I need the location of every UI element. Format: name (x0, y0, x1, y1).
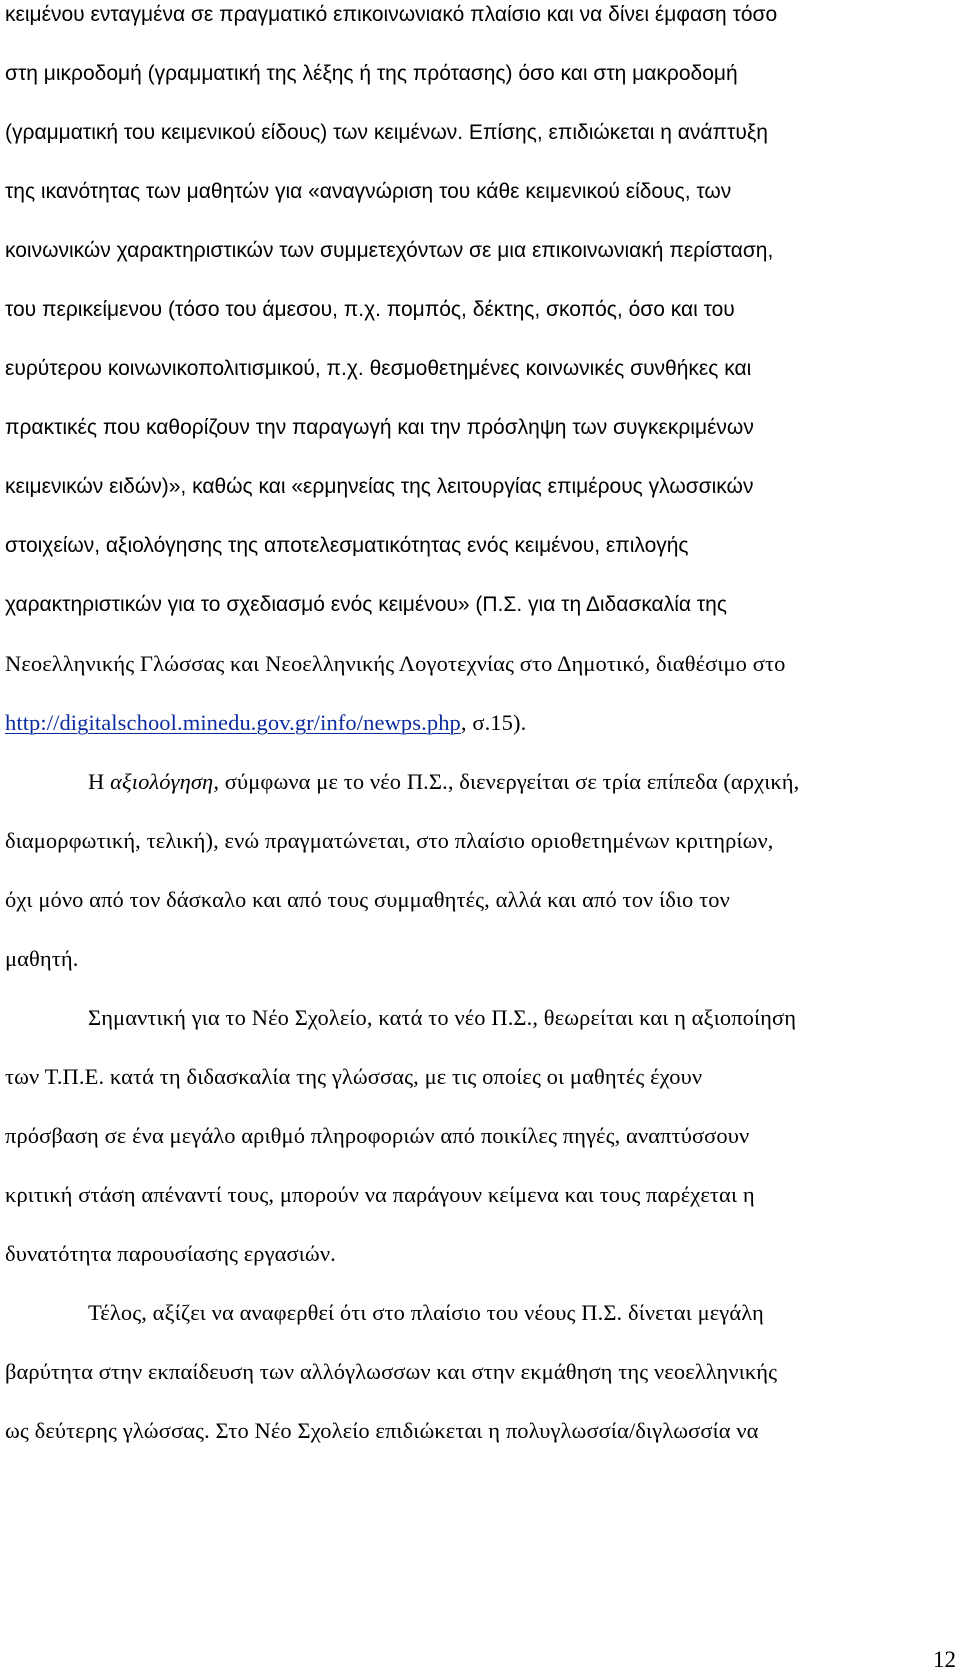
text-line: μαθητή. (5, 946, 79, 971)
text-line: όχι μόνο από τον δάσκαλο και από τους συμμαθητές, αλλά και από τον ίδιο τον (5, 887, 730, 912)
text-line: της ικανότητας των μαθητών για «αναγνώριση του κάθε κειμενικού είδους, των (5, 180, 732, 203)
text-line: κειμενικών ειδών)», καθώς και «ερμηνείας της λειτουργίας επιμέρους γλωσσικών (5, 475, 754, 498)
text-fragment: , σύμφωνα με το νέο Π.Σ., διενεργείται σε τρία επίπεδα (αρχική, (213, 769, 800, 794)
source-link[interactable]: http://digitalschool.minedu.gov.gr/info/newps.php (5, 710, 461, 735)
emphasized-term: αξιολόγηση (110, 769, 214, 794)
paragraph-first-line: Σημαντική για το Νέο Σχολείο, κατά το νέο Π.Σ., θεωρείται και η αξιοποίηση (88, 1005, 797, 1030)
text-line: στοιχείων, αξιολόγησης της αποτελεσματικότητας ενός κειμένου, επιλογής (5, 534, 689, 557)
text-line: χαρακτηριστικών για το σχεδιασμό ενός κειμένου» (Π.Σ. για τη Διδασκαλία της (5, 593, 727, 616)
citation-suffix: , σ.15). (460, 710, 527, 735)
text-line: βαρύτητα στην εκπαίδευση των αλλόγλωσσων και στην εκμάθηση της νεοελληνικής (5, 1359, 778, 1384)
text-line: (γραμματική του κειμενικού είδους) των κειμένων. Επίσης, επιδιώκεται η ανάπτυξη (5, 121, 768, 144)
text-line: του περικείμενου (τόσο του άμεσου, π.χ. πομπός, δέκτης, σκοπός, όσο και του (5, 298, 735, 321)
text-line: δυνατότητα παρουσίασης εργασιών. (5, 1241, 336, 1266)
text-line: Νεοελληνικής Γλώσσας και Νεοελληνικής Λογοτεχνίας στο Δημοτικό, διαθέσιμο στο (5, 651, 786, 676)
text-fragment: Η (88, 769, 111, 794)
page-number: 12 (933, 1647, 956, 1672)
text-line: των Τ.Π.Ε. κατά τη διδασκαλία της γλώσσας, με τις οποίες οι μαθητές έχουν (5, 1064, 703, 1089)
text-line: ευρύτερου κοινωνικοπολιτισμικού, π.χ. θεσμοθετημένες κοινωνικές συνθήκες και (5, 357, 752, 380)
text-line: πρόσβαση σε ένα μεγάλο αριθμό πληροφοριών από ποικίλες πηγές, αναπτύσσουν (5, 1123, 750, 1148)
text-line: κειμένου ενταγμένα σε πραγματικό επικοινωνιακό πλαίσιο και να δίνει έμφαση τόσο (5, 3, 778, 26)
source-citation-line (5, 708, 526, 738)
text-line: κοινωνικών χαρακτηριστικών των συμμετεχόντων σε μια επικοινωνιακή περίσταση, (5, 239, 774, 262)
paragraph-first-line (88, 767, 799, 797)
text-line: πρακτικές που καθορίζουν την παραγωγή και την πρόσληψη των συγκεκριμένων (5, 416, 754, 439)
paragraph-first-line: Τέλος, αξίζει να αναφερθεί ότι στο πλαίσιο του νέους Π.Σ. δίνεται μεγάλη (88, 1300, 764, 1325)
text-line: στη μικροδομή (γραμματική της λέξης ή της πρότασης) όσο και στη μακροδομή (5, 62, 738, 85)
text-line: ως δεύτερης γλώσσας. Στο Νέο Σχολείο επιδιώκεται η πολυγλωσσία/διγλωσσία να (5, 1418, 759, 1443)
text-line: κριτική στάση απέναντί τους, μπορούν να παράγουν κείμενα και τους παρέχεται η (5, 1182, 755, 1207)
text-line: διαμορφωτική, τελική), ενώ πραγματώνεται, στο πλαίσιο οριοθετημένων κριτηρίων, (5, 828, 774, 853)
